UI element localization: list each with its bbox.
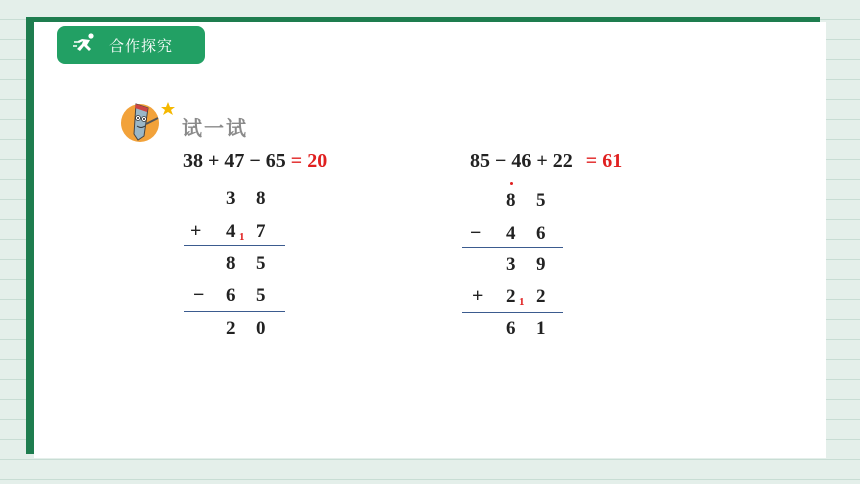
left-line-2 bbox=[184, 311, 285, 312]
left-line-1 bbox=[184, 245, 285, 246]
left-expression-text: 38 + 47 − 65 bbox=[183, 150, 286, 172]
right-line-1 bbox=[462, 247, 563, 248]
right-expression-text: 85 − 46 + 22 bbox=[470, 150, 573, 172]
left-result-tens: 2 bbox=[226, 318, 236, 339]
left-row1-ones: 8 bbox=[256, 188, 266, 209]
section-title: 试一试 bbox=[182, 116, 248, 140]
right-sum1-ones: 9 bbox=[536, 254, 546, 275]
left-answer: = 20 bbox=[290, 150, 328, 172]
right-op1: − bbox=[470, 222, 482, 244]
section-tag-label: 合作探究 bbox=[109, 36, 174, 55]
pencil-mascot-icon bbox=[118, 96, 178, 146]
right-row2-tens: 4 bbox=[506, 223, 516, 244]
left-op2: − bbox=[193, 284, 205, 306]
left-sum1-tens: 8 bbox=[226, 253, 236, 274]
right-sum1-tens: 3 bbox=[506, 254, 516, 275]
right-row2-ones: 6 bbox=[536, 223, 546, 244]
right-row1-ones: 5 bbox=[536, 190, 546, 211]
left-carry: 1 bbox=[239, 231, 245, 243]
right-row3-ones: 2 bbox=[536, 286, 546, 307]
right-expression bbox=[470, 150, 622, 173]
left-sum1-ones: 5 bbox=[256, 253, 266, 274]
section-tag bbox=[57, 26, 205, 64]
right-result-ones: 1 bbox=[536, 318, 546, 339]
left-row2-ones: 7 bbox=[256, 221, 266, 242]
right-result-tens: 6 bbox=[506, 318, 516, 339]
runner-icon bbox=[73, 32, 99, 59]
right-row3-tens: 2 bbox=[506, 286, 516, 307]
left-op1: + bbox=[190, 220, 202, 242]
right-row1-tens: 8 bbox=[506, 190, 516, 211]
left-row2-tens: 4 bbox=[226, 221, 236, 242]
left-result-ones: 0 bbox=[256, 318, 266, 339]
right-carry: 1 bbox=[519, 296, 525, 308]
left-expression bbox=[183, 150, 327, 173]
right-op2: + bbox=[472, 285, 484, 307]
right-answer: = 61 bbox=[585, 150, 623, 172]
left-row3-tens: 6 bbox=[226, 285, 236, 306]
left-row1-tens: 3 bbox=[226, 188, 236, 209]
content-board bbox=[34, 22, 826, 458]
borrow-dot bbox=[510, 182, 513, 185]
right-line-2 bbox=[462, 312, 563, 313]
left-row3-ones: 5 bbox=[256, 285, 266, 306]
